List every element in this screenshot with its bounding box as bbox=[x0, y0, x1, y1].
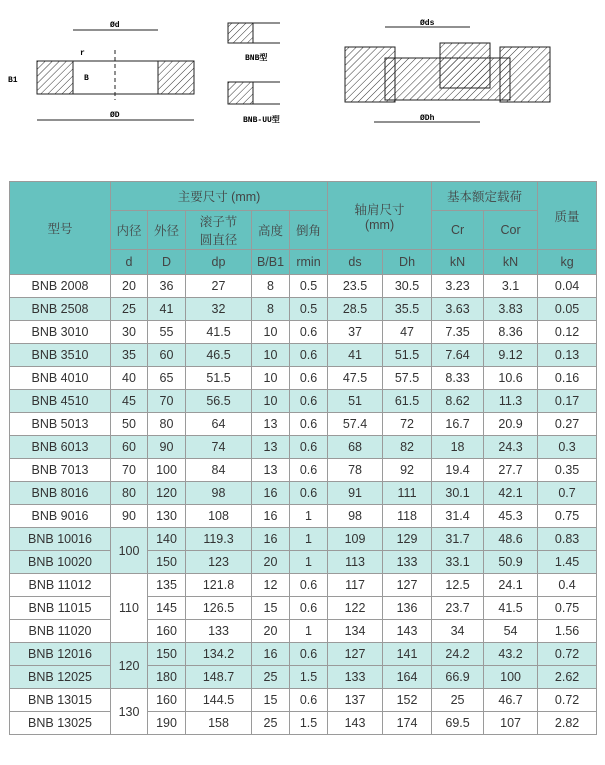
value-cell: 0.6 bbox=[290, 574, 328, 597]
label-Dh: ØDh bbox=[420, 114, 435, 123]
model-cell: BNB 9016 bbox=[10, 505, 111, 528]
table-row bbox=[10, 275, 597, 298]
value-cell: 80 bbox=[148, 413, 186, 436]
value-cell: 134 bbox=[328, 620, 383, 643]
value-cell: 45.3 bbox=[484, 505, 538, 528]
table-row bbox=[10, 574, 597, 597]
value-cell: 20 bbox=[252, 620, 290, 643]
value-cell: 70 bbox=[148, 390, 186, 413]
model-cell: BNB 3010 bbox=[10, 321, 111, 344]
value-cell: 108 bbox=[186, 505, 252, 528]
value-cell: 3.83 bbox=[484, 298, 538, 321]
value-cell: 32 bbox=[186, 298, 252, 321]
value-cell: 98 bbox=[328, 505, 383, 528]
value-cell: 40 bbox=[111, 367, 148, 390]
value-cell: 37 bbox=[328, 321, 383, 344]
value-cell: 135 bbox=[148, 574, 186, 597]
value-cell: 12 bbox=[252, 574, 290, 597]
value-cell: 15 bbox=[252, 597, 290, 620]
header-shoulder: 轴肩尺寸 (mm) bbox=[328, 182, 432, 250]
value-cell: 113 bbox=[328, 551, 383, 574]
value-cell: 48.6 bbox=[484, 528, 538, 551]
value-cell: 129 bbox=[383, 528, 432, 551]
label-r: r bbox=[80, 49, 85, 58]
value-cell: 20 bbox=[252, 551, 290, 574]
label-B: B bbox=[84, 74, 89, 83]
model-cell: BNB 7013 bbox=[10, 459, 111, 482]
value-cell: 130 bbox=[111, 689, 148, 735]
value-cell: 74 bbox=[186, 436, 252, 459]
value-cell: 43.2 bbox=[484, 643, 538, 666]
header-model: 型号 bbox=[10, 182, 111, 275]
value-cell: 0.6 bbox=[290, 344, 328, 367]
value-cell: 160 bbox=[148, 620, 186, 643]
bearing-section-drawing bbox=[37, 30, 194, 120]
value-cell: 143 bbox=[383, 620, 432, 643]
value-cell: 133 bbox=[186, 620, 252, 643]
value-cell: 30.1 bbox=[432, 482, 484, 505]
value-cell: 23.5 bbox=[328, 275, 383, 298]
value-cell: 35.5 bbox=[383, 298, 432, 321]
value-cell: 100 bbox=[111, 528, 148, 574]
header-unit: D bbox=[148, 250, 186, 275]
value-cell: 109 bbox=[328, 528, 383, 551]
value-cell: 25 bbox=[252, 666, 290, 689]
value-cell: 0.27 bbox=[538, 413, 597, 436]
value-cell: 15 bbox=[252, 689, 290, 712]
value-cell: 13 bbox=[252, 413, 290, 436]
value-cell: 1.5 bbox=[290, 712, 328, 735]
value-cell: 24.1 bbox=[484, 574, 538, 597]
value-cell: 164 bbox=[383, 666, 432, 689]
value-cell: 0.6 bbox=[290, 482, 328, 505]
value-cell: 121.8 bbox=[186, 574, 252, 597]
value-cell: 145 bbox=[148, 597, 186, 620]
header-chamfer: 倒角 bbox=[290, 211, 328, 250]
value-cell: 180 bbox=[148, 666, 186, 689]
value-cell: 3.23 bbox=[432, 275, 484, 298]
model-cell: BNB 10016 bbox=[10, 528, 111, 551]
value-cell: 10.6 bbox=[484, 367, 538, 390]
label-d: Ød bbox=[110, 21, 120, 30]
value-cell: 150 bbox=[148, 643, 186, 666]
value-cell: 0.04 bbox=[538, 275, 597, 298]
value-cell: 64 bbox=[186, 413, 252, 436]
value-cell: 65 bbox=[148, 367, 186, 390]
value-cell: 10 bbox=[252, 344, 290, 367]
value-cell: 0.5 bbox=[290, 298, 328, 321]
value-cell: 0.6 bbox=[290, 413, 328, 436]
value-cell: 19.4 bbox=[432, 459, 484, 482]
bearing-spec-table bbox=[9, 181, 597, 735]
value-cell: 0.6 bbox=[290, 689, 328, 712]
value-cell: 140 bbox=[148, 528, 186, 551]
value-cell: 23.7 bbox=[432, 597, 484, 620]
value-cell: 41 bbox=[148, 298, 186, 321]
value-cell: 0.72 bbox=[538, 689, 597, 712]
value-cell: 84 bbox=[186, 459, 252, 482]
value-cell: 123 bbox=[186, 551, 252, 574]
value-cell: 1.45 bbox=[538, 551, 597, 574]
header-unit: kg bbox=[538, 250, 597, 275]
value-cell: 25 bbox=[252, 712, 290, 735]
value-cell: 0.6 bbox=[290, 436, 328, 459]
value-cell: 8 bbox=[252, 298, 290, 321]
value-cell: 190 bbox=[148, 712, 186, 735]
model-cell: BNB 6013 bbox=[10, 436, 111, 459]
table-row bbox=[10, 528, 597, 551]
label-B1: B1 bbox=[8, 76, 18, 85]
table-row bbox=[10, 643, 597, 666]
value-cell: 1.5 bbox=[290, 666, 328, 689]
value-cell: 54 bbox=[484, 620, 538, 643]
value-cell: 150 bbox=[148, 551, 186, 574]
value-cell: 70 bbox=[111, 459, 148, 482]
value-cell: 90 bbox=[148, 436, 186, 459]
value-cell: 16 bbox=[252, 528, 290, 551]
value-cell: 0.17 bbox=[538, 390, 597, 413]
model-cell: BNB 10020 bbox=[10, 551, 111, 574]
value-cell: 8.36 bbox=[484, 321, 538, 344]
value-cell: 110 bbox=[111, 574, 148, 643]
value-cell: 0.12 bbox=[538, 321, 597, 344]
value-cell: 1.56 bbox=[538, 620, 597, 643]
value-cell: 27 bbox=[186, 275, 252, 298]
model-cell: BNB 11020 bbox=[10, 620, 111, 643]
value-cell: 46.5 bbox=[186, 344, 252, 367]
value-cell: 122 bbox=[328, 597, 383, 620]
table-row bbox=[10, 459, 597, 482]
value-cell: 0.6 bbox=[290, 321, 328, 344]
value-cell: 117 bbox=[328, 574, 383, 597]
value-cell: 72 bbox=[383, 413, 432, 436]
value-cell: 136 bbox=[383, 597, 432, 620]
value-cell: 141 bbox=[383, 643, 432, 666]
value-cell: 0.35 bbox=[538, 459, 597, 482]
value-cell: 3.63 bbox=[432, 298, 484, 321]
value-cell: 0.6 bbox=[290, 390, 328, 413]
value-cell: 16 bbox=[252, 482, 290, 505]
value-cell: 133 bbox=[383, 551, 432, 574]
value-cell: 25 bbox=[111, 298, 148, 321]
value-cell: 90 bbox=[111, 505, 148, 528]
value-cell: 61.5 bbox=[383, 390, 432, 413]
value-cell: 0.4 bbox=[538, 574, 597, 597]
value-cell: 68 bbox=[328, 436, 383, 459]
value-cell: 152 bbox=[383, 689, 432, 712]
value-cell: 20.9 bbox=[484, 413, 538, 436]
value-cell: 51.5 bbox=[383, 344, 432, 367]
value-cell: 60 bbox=[111, 436, 148, 459]
value-cell: 60 bbox=[148, 344, 186, 367]
value-cell: 10 bbox=[252, 367, 290, 390]
value-cell: 10 bbox=[252, 321, 290, 344]
model-cell: BNB 2008 bbox=[10, 275, 111, 298]
table-row bbox=[10, 551, 597, 574]
value-cell: 92 bbox=[383, 459, 432, 482]
model-cell: BNB 5013 bbox=[10, 413, 111, 436]
label-D: ØD bbox=[110, 111, 120, 120]
value-cell: 133 bbox=[328, 666, 383, 689]
table-row bbox=[10, 712, 597, 735]
value-cell: 55 bbox=[148, 321, 186, 344]
value-cell: 50.9 bbox=[484, 551, 538, 574]
header-unit: B/B1 bbox=[252, 250, 290, 275]
value-cell: 0.13 bbox=[538, 344, 597, 367]
value-cell: 0.83 bbox=[538, 528, 597, 551]
header-unit: dp bbox=[186, 250, 252, 275]
header-roller: 滚子节圆直径 bbox=[186, 211, 252, 250]
value-cell: 0.6 bbox=[290, 367, 328, 390]
table-row bbox=[10, 436, 597, 459]
value-cell: 8 bbox=[252, 275, 290, 298]
model-cell: BNB 12025 bbox=[10, 666, 111, 689]
value-cell: 13 bbox=[252, 459, 290, 482]
header-load: 基本额定载荷 bbox=[432, 182, 538, 211]
model-cell: BNB 4010 bbox=[10, 367, 111, 390]
header-main-dims: 主要尺寸 (mm) bbox=[111, 182, 328, 211]
value-cell: 47 bbox=[383, 321, 432, 344]
model-cell: BNB 13025 bbox=[10, 712, 111, 735]
value-cell: 80 bbox=[111, 482, 148, 505]
value-cell: 130 bbox=[148, 505, 186, 528]
value-cell: 8.62 bbox=[432, 390, 484, 413]
table-row bbox=[10, 298, 597, 321]
model-cell: BNB 11015 bbox=[10, 597, 111, 620]
table-row bbox=[10, 505, 597, 528]
value-cell: 25 bbox=[432, 689, 484, 712]
table-row bbox=[10, 620, 597, 643]
value-cell: 91 bbox=[328, 482, 383, 505]
value-cell: 45 bbox=[111, 390, 148, 413]
header-height: 高度 bbox=[252, 211, 290, 250]
header-cor: Cor bbox=[484, 211, 538, 250]
value-cell: 28.5 bbox=[328, 298, 383, 321]
value-cell: 2.62 bbox=[538, 666, 597, 689]
value-cell: 69.5 bbox=[432, 712, 484, 735]
value-cell: 51 bbox=[328, 390, 383, 413]
value-cell: 174 bbox=[383, 712, 432, 735]
header-unit: Dh bbox=[383, 250, 432, 275]
value-cell: 100 bbox=[484, 666, 538, 689]
value-cell: 11.3 bbox=[484, 390, 538, 413]
value-cell: 16.7 bbox=[432, 413, 484, 436]
header-inner: 内径 bbox=[111, 211, 148, 250]
header-outer: 外径 bbox=[148, 211, 186, 250]
header-unit: kN bbox=[484, 250, 538, 275]
value-cell: 126.5 bbox=[186, 597, 252, 620]
value-cell: 42.1 bbox=[484, 482, 538, 505]
value-cell: 127 bbox=[383, 574, 432, 597]
value-cell: 7.64 bbox=[432, 344, 484, 367]
value-cell: 31.7 bbox=[432, 528, 484, 551]
header-unit: d bbox=[111, 250, 148, 275]
value-cell: 56.5 bbox=[186, 390, 252, 413]
header-cr: Cr bbox=[432, 211, 484, 250]
value-cell: 16 bbox=[252, 643, 290, 666]
bnb-type-drawing bbox=[228, 23, 280, 104]
value-cell: 160 bbox=[148, 689, 186, 712]
value-cell: 41.5 bbox=[484, 597, 538, 620]
value-cell: 3.1 bbox=[484, 275, 538, 298]
value-cell: 0.6 bbox=[290, 597, 328, 620]
value-cell: 82 bbox=[383, 436, 432, 459]
value-cell: 0.16 bbox=[538, 367, 597, 390]
value-cell: 0.6 bbox=[290, 459, 328, 482]
table-row bbox=[10, 482, 597, 505]
value-cell: 0.75 bbox=[538, 505, 597, 528]
value-cell: 47.5 bbox=[328, 367, 383, 390]
value-cell: 33.1 bbox=[432, 551, 484, 574]
model-cell: BNB 8016 bbox=[10, 482, 111, 505]
value-cell: 46.7 bbox=[484, 689, 538, 712]
model-cell: BNB 2508 bbox=[10, 298, 111, 321]
value-cell: 98 bbox=[186, 482, 252, 505]
value-cell: 107 bbox=[484, 712, 538, 735]
value-cell: 100 bbox=[148, 459, 186, 482]
value-cell: 24.3 bbox=[484, 436, 538, 459]
value-cell: 30.5 bbox=[383, 275, 432, 298]
header-unit: ds bbox=[328, 250, 383, 275]
value-cell: 36 bbox=[148, 275, 186, 298]
value-cell: 12.5 bbox=[432, 574, 484, 597]
model-cell: BNB 13015 bbox=[10, 689, 111, 712]
value-cell: 9.12 bbox=[484, 344, 538, 367]
header-unit: rmin bbox=[290, 250, 328, 275]
value-cell: 0.3 bbox=[538, 436, 597, 459]
value-cell: 0.5 bbox=[290, 275, 328, 298]
bearing-drawings bbox=[0, 0, 605, 150]
value-cell: 143 bbox=[328, 712, 383, 735]
model-cell: BNB 11012 bbox=[10, 574, 111, 597]
table-row bbox=[10, 321, 597, 344]
value-cell: 119.3 bbox=[186, 528, 252, 551]
value-cell: 1 bbox=[290, 528, 328, 551]
value-cell: 134.2 bbox=[186, 643, 252, 666]
value-cell: 57.4 bbox=[328, 413, 383, 436]
value-cell: 41.5 bbox=[186, 321, 252, 344]
model-cell: BNB 4510 bbox=[10, 390, 111, 413]
value-cell: 137 bbox=[328, 689, 383, 712]
value-cell: 31.4 bbox=[432, 505, 484, 528]
value-cell: 2.82 bbox=[538, 712, 597, 735]
value-cell: 1 bbox=[290, 505, 328, 528]
value-cell: 34 bbox=[432, 620, 484, 643]
value-cell: 30 bbox=[111, 321, 148, 344]
value-cell: 7.35 bbox=[432, 321, 484, 344]
table-row bbox=[10, 367, 597, 390]
header-unit: kN bbox=[432, 250, 484, 275]
model-cell: BNB 12016 bbox=[10, 643, 111, 666]
value-cell: 1 bbox=[290, 620, 328, 643]
value-cell: 0.6 bbox=[290, 643, 328, 666]
table-row bbox=[10, 344, 597, 367]
table-row bbox=[10, 666, 597, 689]
value-cell: 120 bbox=[111, 643, 148, 689]
value-cell: 120 bbox=[148, 482, 186, 505]
value-cell: 16 bbox=[252, 505, 290, 528]
value-cell: 13 bbox=[252, 436, 290, 459]
value-cell: 0.75 bbox=[538, 597, 597, 620]
value-cell: 66.9 bbox=[432, 666, 484, 689]
header-mass: 质量 bbox=[538, 182, 597, 250]
value-cell: 1 bbox=[290, 551, 328, 574]
value-cell: 0.7 bbox=[538, 482, 597, 505]
value-cell: 18 bbox=[432, 436, 484, 459]
value-cell: 50 bbox=[111, 413, 148, 436]
value-cell: 57.5 bbox=[383, 367, 432, 390]
value-cell: 78 bbox=[328, 459, 383, 482]
table-row bbox=[10, 689, 597, 712]
value-cell: 20 bbox=[111, 275, 148, 298]
value-cell: 118 bbox=[383, 505, 432, 528]
value-cell: 0.05 bbox=[538, 298, 597, 321]
value-cell: 10 bbox=[252, 390, 290, 413]
value-cell: 41 bbox=[328, 344, 383, 367]
value-cell: 35 bbox=[111, 344, 148, 367]
value-cell: 111 bbox=[383, 482, 432, 505]
value-cell: 0.72 bbox=[538, 643, 597, 666]
label-bnb-type: BNB型 bbox=[245, 54, 268, 63]
value-cell: 8.33 bbox=[432, 367, 484, 390]
table-row bbox=[10, 413, 597, 436]
model-cell: BNB 3510 bbox=[10, 344, 111, 367]
value-cell: 158 bbox=[186, 712, 252, 735]
value-cell: 24.2 bbox=[432, 643, 484, 666]
table-row bbox=[10, 597, 597, 620]
value-cell: 27.7 bbox=[484, 459, 538, 482]
value-cell: 127 bbox=[328, 643, 383, 666]
mounting-drawing bbox=[345, 27, 550, 122]
table-row bbox=[10, 390, 597, 413]
value-cell: 51.5 bbox=[186, 367, 252, 390]
value-cell: 148.7 bbox=[186, 666, 252, 689]
label-ds: Øds bbox=[420, 19, 435, 28]
value-cell: 144.5 bbox=[186, 689, 252, 712]
label-bnb-uu-type: BNB-UU型 bbox=[243, 116, 280, 125]
